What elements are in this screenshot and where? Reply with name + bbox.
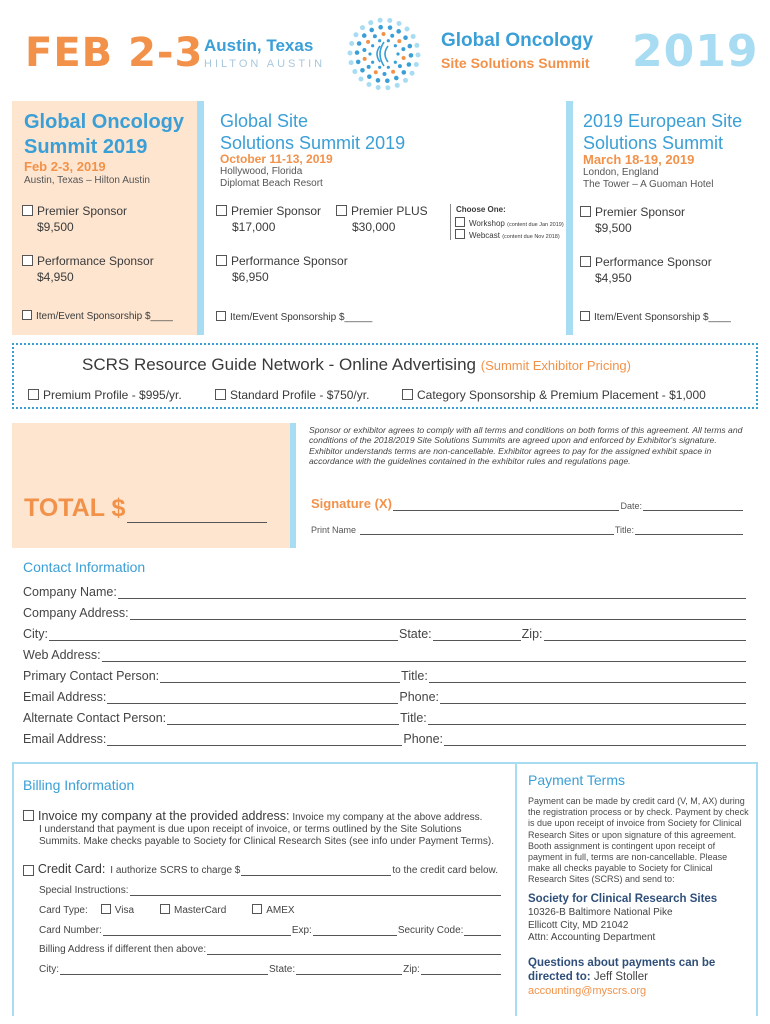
credit-card-row: Credit Card: I authorize SCRS to charge $ to the credit card below.	[23, 862, 498, 876]
payment-org: Society for Clinical Research Sites	[528, 893, 718, 905]
event-city: Austin, Texas	[204, 36, 314, 55]
visa-option[interactable]: Visa	[101, 904, 134, 916]
event-venue: HILTON AUSTIN	[204, 58, 326, 70]
invoice-option[interactable]: Invoice my company at the provided address: Invoice my company at the above address. I understand that payment is due upon receipt of invoice, or terms outlined by the Site Solutions Summits. Make checks payable to Society for Clinical Research Sites (see info under Payment Terms).	[23, 809, 508, 848]
agreement-text: Sponsor or exhibitor agrees to comply with all terms and conditions on both forms of this agreement. All terms and conditions of the 2018/2019 Site Solutions Summits are agreed upon and enforced by Exhibitor's signature. Exhibitor understands terms are non-cancellable. Exhibitor agrees to pay for the assigned exhibit space in accordance with the guidelines contained in the exhibitor rules and regulations page.	[309, 425, 743, 467]
standard-profile-option[interactable]: Standard Profile - $750/yr.	[215, 388, 369, 402]
checkbox[interactable]	[22, 205, 33, 216]
europe-performance-option[interactable]: Performance Sponsor	[580, 255, 712, 269]
payment-email-link[interactable]: accounting@myscrs.org	[528, 985, 647, 997]
panel-divider	[515, 762, 517, 1016]
primary-contact-input[interactable]	[160, 670, 400, 683]
checkbox[interactable]	[22, 255, 33, 266]
austin-location: Austin, Texas – Hilton Austin	[24, 175, 150, 186]
checkbox[interactable]	[160, 904, 170, 914]
signature-row: Signature (X) Date:	[311, 496, 744, 511]
europe-location: London, England The Tower – A Guoman Hotel	[583, 167, 714, 190]
hollywood-premier-price: $17,000	[232, 220, 276, 234]
austin-premier-price: $9,500	[37, 220, 74, 234]
billing-city-input[interactable]	[60, 962, 268, 975]
hollywood-plus-option[interactable]: Premier PLUS	[336, 204, 428, 218]
hollywood-item-option[interactable]: Item/Event Sponsorship $_____	[216, 311, 372, 323]
checkbox[interactable]	[455, 229, 465, 239]
title-input[interactable]	[635, 522, 743, 535]
web-address-row: Web Address:	[23, 646, 747, 662]
europe-performance-price: $4,950	[595, 271, 632, 285]
austin-premier-option[interactable]: Premier Sponsor	[22, 204, 127, 218]
company-name-input[interactable]	[118, 586, 746, 599]
checkbox[interactable]	[22, 310, 32, 320]
state-input[interactable]	[433, 628, 521, 641]
category-sponsorship-option[interactable]: Category Sponsorship & Premium Placement - $1,000	[402, 388, 706, 402]
checkbox[interactable]	[28, 389, 39, 400]
exp-input[interactable]	[313, 923, 397, 936]
hollywood-premier-option[interactable]: Premier Sponsor	[216, 204, 321, 218]
checkbox[interactable]	[336, 205, 347, 216]
checkbox[interactable]	[580, 311, 590, 321]
austin-date: Feb 2-3, 2019	[24, 159, 106, 174]
primary-contact-row: Primary Contact Person: Title:	[23, 667, 747, 683]
checkbox[interactable]	[252, 904, 262, 914]
billing-state-input[interactable]	[296, 962, 402, 975]
hollywood-performance-option[interactable]: Performance Sponsor	[216, 254, 348, 268]
checkbox[interactable]	[455, 217, 465, 227]
event-date: FEB 2-3	[25, 30, 204, 76]
europe-premier-price: $9,500	[595, 221, 632, 235]
premium-profile-option[interactable]: Premium Profile - $995/yr.	[28, 388, 182, 402]
card-number-row: Card Number: Exp: Security Code:	[39, 922, 502, 936]
billing-address-row: Billing Address if different then above:	[39, 941, 502, 955]
checkbox[interactable]	[101, 904, 111, 914]
charge-amount-input[interactable]	[241, 863, 391, 876]
payment-questions: Questions about payments can be directed to: Jeff Stoller	[528, 957, 716, 983]
checkbox[interactable]	[216, 255, 227, 266]
checkbox[interactable]	[580, 256, 591, 267]
panel-divider	[290, 423, 296, 548]
choose-one-label: Choose One:	[456, 205, 506, 214]
email-phone-row: Email Address: Phone:	[23, 688, 747, 704]
date-input[interactable]	[643, 498, 743, 511]
total-input[interactable]	[127, 497, 267, 523]
checkbox[interactable]	[216, 311, 226, 321]
alternate-email-phone-row: Email Address: Phone:	[23, 730, 747, 746]
panel-divider	[566, 101, 573, 335]
email-input[interactable]	[107, 691, 398, 704]
amex-option[interactable]: AMEX	[252, 904, 294, 916]
phone-input[interactable]	[440, 691, 746, 704]
payment-address: 10326-B Baltimore National Pike Ellicott City, MD 21042 Attn: Accounting Department	[528, 907, 673, 943]
hollywood-location: Hollywood, Florida Diplomat Beach Resort	[220, 166, 323, 189]
alternate-contact-row: Alternate Contact Person: Title:	[23, 709, 747, 725]
primary-title-input[interactable]	[429, 670, 746, 683]
city-input[interactable]	[49, 628, 398, 641]
summit-logo-icon	[346, 16, 422, 92]
checkbox[interactable]	[23, 865, 34, 876]
total-field[interactable]	[24, 494, 267, 523]
special-instructions-row: Special Instructions:	[39, 882, 502, 896]
print-name-row: Print Name Title:	[311, 522, 744, 535]
checkbox[interactable]	[580, 206, 591, 217]
alternate-phone-input[interactable]	[444, 733, 746, 746]
europe-item-option[interactable]: Item/Event Sponsorship $____	[580, 311, 731, 323]
choose-divider	[450, 204, 451, 240]
web-address-input[interactable]	[102, 649, 746, 662]
billing-heading: Billing Information	[23, 777, 135, 793]
security-code-input[interactable]	[464, 923, 501, 936]
billing-address-input[interactable]	[207, 942, 501, 955]
checkbox[interactable]	[216, 205, 227, 216]
hollywood-plus-price: $30,000	[352, 220, 396, 234]
city-state-zip-row: City: State: Zip:	[23, 625, 747, 641]
brand-year: 2019	[632, 26, 759, 77]
payment-terms-text: Payment can be made by credit card (V, M, AX) during the registration process or by check. Payment by check is due upon receipt of invoice from Society for Clinical Research Sites or upon signature of this agreement. Booth assignment is contingent upon receipt of payment in full, terms are non-cancellable. Please make all checks payable to Society for Clinical Research Sites (SCRS) and send to:	[528, 796, 749, 885]
company-name-row: Company Name:	[23, 583, 747, 599]
checkbox[interactable]	[402, 389, 413, 400]
checkbox[interactable]	[23, 810, 34, 821]
special-instructions-input[interactable]	[130, 883, 502, 896]
brand-subtitle: Site Solutions Summit	[441, 55, 590, 71]
zip-input[interactable]	[544, 628, 746, 641]
billing-zip-input[interactable]	[421, 962, 501, 975]
hollywood-performance-price: $6,950	[232, 270, 269, 284]
mastercard-option[interactable]: MasterCard	[160, 904, 226, 916]
webcast-option[interactable]: Webcast (content due Nov 2018)	[455, 229, 560, 240]
print-name-input[interactable]	[360, 522, 614, 535]
hollywood-date: October 11-13, 2019	[220, 152, 333, 166]
hollywood-title: Global Site Solutions Summit 2019	[220, 111, 406, 153]
europe-date: March 18-19, 2019	[583, 152, 695, 167]
panel-divider	[197, 101, 204, 335]
signature-input[interactable]	[393, 498, 620, 511]
billing-city-row: City: State: Zip:	[39, 961, 502, 975]
austin-title: Global Oncology Summit 2019	[24, 111, 185, 158]
workshop-option[interactable]: Workshop (content due Jan 2019)	[455, 217, 564, 228]
total-label: TOTAL $	[24, 494, 126, 522]
europe-premier-option[interactable]: Premier Sponsor	[580, 205, 685, 219]
card-type-row: Card Type: Visa MasterCard AMEX	[39, 905, 295, 916]
alternate-title-input[interactable]	[428, 712, 746, 725]
payment-heading: Payment Terms	[528, 772, 625, 788]
resource-guide-title: SCRS Resource Guide Network - Online Advertising (Summit Exhibitor Pricing)	[82, 355, 631, 374]
austin-performance-option[interactable]: Performance Sponsor	[22, 254, 154, 268]
alternate-email-input[interactable]	[107, 733, 402, 746]
alternate-contact-input[interactable]	[167, 712, 399, 725]
austin-item-option[interactable]: Item/Event Sponsorship $____	[22, 310, 173, 322]
contact-heading: Contact Information	[23, 559, 146, 575]
europe-title: 2019 European Site Solutions Summit	[583, 111, 743, 153]
checkbox[interactable]	[215, 389, 226, 400]
brand-title: Global Oncology	[441, 30, 594, 51]
austin-performance-price: $4,950	[37, 270, 74, 284]
company-address-row: Company Address:	[23, 604, 747, 620]
card-number-input[interactable]	[103, 923, 291, 936]
company-address-input[interactable]	[130, 607, 746, 620]
